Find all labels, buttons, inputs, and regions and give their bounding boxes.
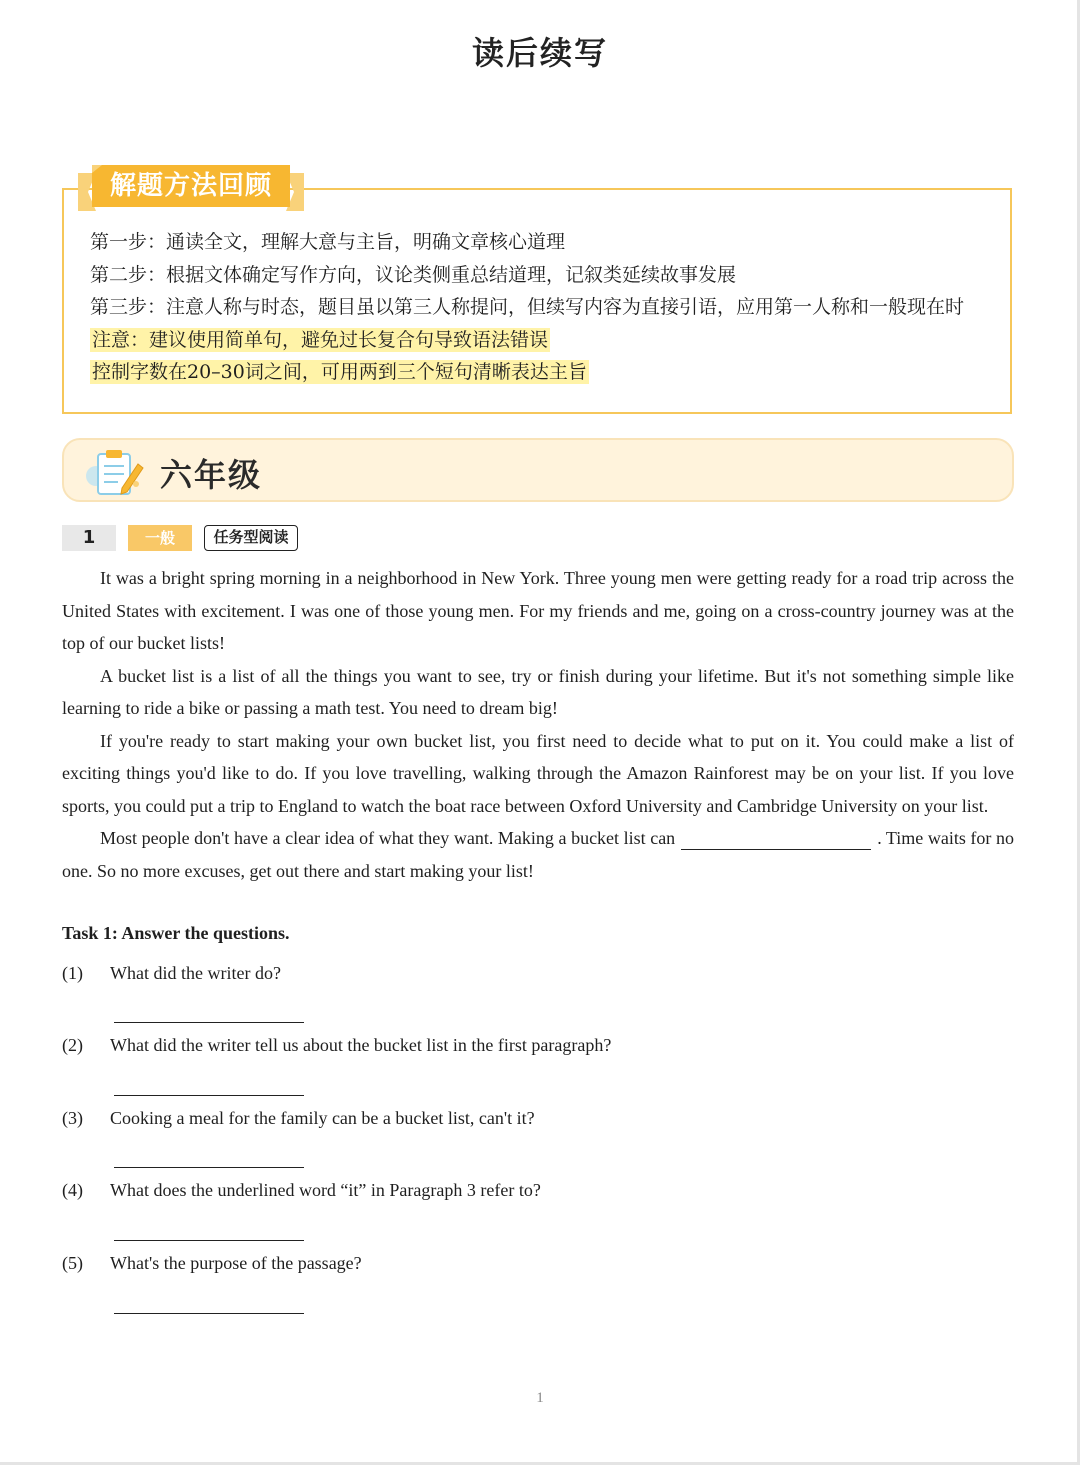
note-2: 控制字数在20–30词之间，可用两到三个短句清晰表达主旨 bbox=[92, 361, 587, 383]
question-2-number: (2) bbox=[62, 1035, 83, 1055]
paragraph-4-before: Most people don't have a clear idea of what they want. Making a bucket list can bbox=[100, 828, 676, 848]
question-type-badge: 任务型阅读 bbox=[204, 525, 298, 551]
step-3: 第三步：注意人称与时态，题目虽以第三人称提问，但续写内容为直接引语，应用第一人称和一般现在时 bbox=[90, 296, 965, 318]
method-review-tab bbox=[78, 165, 304, 211]
clipboard-pencil-icon bbox=[82, 444, 146, 500]
question-1-text: What did the writer do? bbox=[110, 963, 281, 983]
question-5-number: (5) bbox=[62, 1253, 83, 1273]
question-3-number: (3) bbox=[62, 1108, 83, 1128]
page-title: 读后续写 bbox=[471, 34, 608, 72]
answer-line-4[interactable] bbox=[114, 1240, 304, 1241]
reading-passage bbox=[62, 562, 1014, 887]
question-5-text: What's the purpose of the passage? bbox=[110, 1253, 362, 1273]
answer-line-1[interactable] bbox=[114, 1022, 304, 1023]
paragraph-2: A bucket list is a list of all the things you want to see, try or finish during your lifetime. But it's not something simple like learning to ride a bike or passing a math test. You need to dream big! bbox=[62, 665, 1014, 718]
question-1-number: (1) bbox=[62, 963, 83, 983]
answer-line-3[interactable] bbox=[114, 1167, 304, 1168]
question-number-badge: 1 bbox=[62, 525, 116, 551]
question-4-text: What does the underlined word “it” in Paragraph 3 refer to? bbox=[110, 1180, 541, 1200]
passage-blank[interactable] bbox=[681, 827, 871, 850]
task-heading: Task 1: Answer the questions. bbox=[62, 923, 290, 943]
step-2: 第二步：根据文体确定写作方向，议论类侧重总结道理，记叙类延续故事发展 bbox=[90, 263, 737, 286]
paragraph-1: It was a bright spring morning in a neighborhood in New York. Three young men were getting ready for a road trip across the United States with excitement. I was one of those young men. For my friends and me, going on a cross-country journey was at the top of our bucket lists! bbox=[62, 568, 1014, 653]
page-number: 1 bbox=[536, 1390, 544, 1406]
question-3-text: Cooking a meal for the family can be a bucket list, can't it? bbox=[110, 1108, 535, 1128]
answer-line-2[interactable] bbox=[114, 1095, 304, 1096]
method-steps bbox=[90, 226, 1000, 389]
difficulty-badge: 一般 bbox=[128, 525, 192, 551]
grade-title: 六年级 bbox=[160, 456, 263, 494]
paragraph-4-after: . Time waits for no one. So no more excuses, get out there and start making your list! bbox=[62, 828, 1014, 881]
note-1: 注意：建议使用简单句，避免过长复合句导致语法错误 bbox=[92, 328, 549, 351]
method-review-title: 解题方法回顾 bbox=[109, 171, 272, 201]
grade-banner bbox=[62, 438, 1014, 502]
question-2-text: What did the writer tell us about the bucket list in the first paragraph? bbox=[110, 1035, 612, 1055]
question-4-number: (4) bbox=[62, 1180, 83, 1200]
answer-line-5[interactable] bbox=[114, 1313, 304, 1314]
paragraph-4 bbox=[62, 822, 1014, 887]
step-1: 第一步：通读全文，理解大意与主旨，明确文章核心道理 bbox=[90, 231, 566, 253]
paragraph-3: If you're ready to start making your own bucket list, you first need to decide what to put on it. You could make a list of exciting things you'd like to do. If you love travelling, walking through the Amazon Rainforest may be on your list. If you love sports, you could put a trip to England to watch the boat race between Oxford University and Cambridge University on your list. bbox=[62, 730, 1014, 816]
